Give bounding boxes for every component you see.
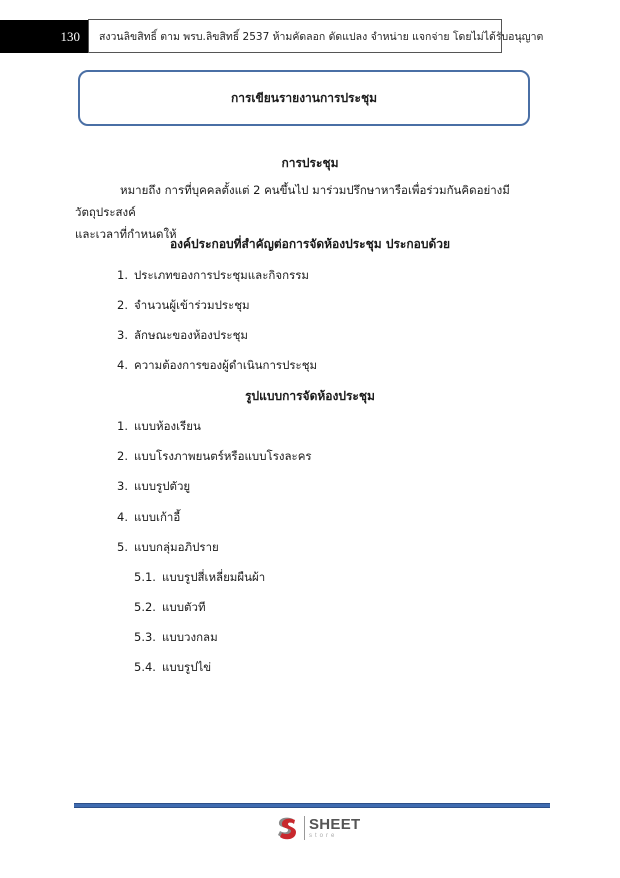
layout-item: 5. แบบกลุ่มอภิปราย xyxy=(117,540,219,554)
copyright-notice-box xyxy=(88,19,544,53)
sheet-store-logo xyxy=(275,813,361,843)
layout-sub-item: 5.1. แบบรูปสี่เหลี่ยมผืนผ้า xyxy=(134,570,266,584)
layout-sub-item: 5.2. แบบตัวที xyxy=(134,600,206,614)
section-heading-meeting: การประชุม xyxy=(281,156,339,170)
layout-item: 2. แบบโรงภาพยนตร์หรือแบบโรงละคร xyxy=(117,449,312,463)
factor-item: 2. จำนวนผู้เข้าร่วมประชุม xyxy=(117,298,250,312)
logo-divider xyxy=(304,816,305,840)
layout-item: 4. แบบเก้าอี้ xyxy=(117,510,181,524)
logo-wordmark xyxy=(309,817,361,839)
page-number-block xyxy=(0,20,90,53)
factor-item: 3. ลักษณะของห้องประชุม xyxy=(117,328,248,342)
layout-item: 3. แบบรูปตัวยู xyxy=(117,479,191,493)
page-number: 130 xyxy=(60,28,80,44)
definition-line-1: หมายถึง การที่บุคคลตั้งแต่ 2 คนขึ้นไป มาร่วมปรึกษาหารือเพื่อร่วมกันคิดอย่างมีวัตถุประสงค์ xyxy=(75,183,510,219)
copyright-notice-text: สงวนลิขสิทธิ์ ตาม พรบ.ลิขสิทธิ์ 2537 ห้ามคัดลอก ดัดแปลง จำหน่าย แจกจ่าย โดยไม่ได้รับอนุญาต xyxy=(99,30,544,43)
layout-sub-item: 5.3. แบบวงกลม xyxy=(134,630,218,644)
layout-sub-item: 5.4. แบบรูปไข่ xyxy=(134,660,212,674)
section-heading-factors: องค์ประกอบที่สำคัญต่อการจัดห้องประชุม ประกอบด้วย xyxy=(169,237,451,251)
document-title-box xyxy=(78,70,530,126)
logo-main-text: SHEET xyxy=(309,816,361,833)
footer-rule xyxy=(74,803,550,808)
definition-line-2: และเวลาที่กำหนดให้ xyxy=(75,227,177,241)
section-heading-layouts: รูปแบบการจัดห้องประชุม xyxy=(245,389,375,403)
layout-item: 1. แบบห้องเรียน xyxy=(117,419,201,433)
document-title: การเขียนรายงานการประชุม xyxy=(230,90,377,105)
factor-item: 1. ประเภทของการประชุมและกิจกรรม xyxy=(117,268,309,282)
sheet-store-s-icon xyxy=(275,815,299,841)
factor-item: 4. ความต้องการของผู้ดำเนินการประชุม xyxy=(117,358,318,372)
logo-sub-text: store xyxy=(309,833,338,839)
